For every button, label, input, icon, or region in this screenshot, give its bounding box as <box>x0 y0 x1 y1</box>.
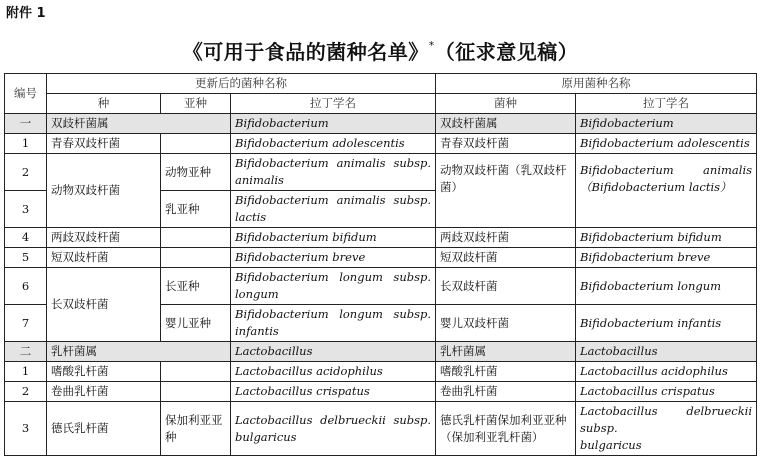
latin-name <box>231 154 436 191</box>
group-orig-name: 双歧杆菌属 <box>436 114 576 134</box>
original-latin-line-1: Bifidobacterium animalis <box>580 163 753 177</box>
group-orig-latin: Bifidobacterium <box>576 114 757 134</box>
subspecies-name: 长亚种 <box>161 268 231 305</box>
subspecies-name: 动物亚种 <box>161 154 231 191</box>
latin-name: Bifidobacterium adolescentis <box>231 134 436 154</box>
group-number: 一 <box>5 114 47 134</box>
original-name: 婴儿双歧杆菌 <box>436 305 576 342</box>
table-row <box>5 402 757 456</box>
latin-line-2: bulgaricus <box>235 429 297 444</box>
title-asterisk: * <box>428 39 435 53</box>
original-latin: Bifidobacterium adolescentis <box>576 134 757 154</box>
row-number: 3 <box>5 402 47 456</box>
header-row-2 <box>5 94 757 114</box>
header-updated-group: 更新后的菌种名称 <box>47 74 436 94</box>
group-row-bifidobacterium <box>5 114 757 134</box>
species-name: 两歧双歧杆菌 <box>47 228 161 248</box>
header-species: 种 <box>47 94 161 114</box>
group-orig-latin: Lactobacillus <box>576 342 757 362</box>
original-latin: Bifidobacterium breve <box>576 248 757 268</box>
group-latin: Bifidobacterium <box>231 114 436 134</box>
row-number: 2 <box>5 382 47 402</box>
latin-line-2: longum <box>235 287 279 301</box>
original-latin <box>576 154 757 228</box>
group-latin: Lactobacillus <box>231 342 436 362</box>
attachment-label: 附件 1 <box>6 6 46 21</box>
species-name: 卷曲乳杆菌 <box>47 382 161 402</box>
group-name: 双歧杆菌属 <box>47 114 231 134</box>
latin-name: Lactobacillus acidophilus <box>231 362 436 382</box>
header-latin-original: 拉丁学名 <box>576 94 757 114</box>
latin-line-1: Bifidobacterium longum subsp. <box>235 307 432 321</box>
row-number: 2 <box>5 154 47 191</box>
original-latin: Lactobacillus crispatus <box>576 382 757 402</box>
row-number: 7 <box>5 305 47 342</box>
header-original-species: 菌种 <box>436 94 576 114</box>
latin-name <box>231 305 436 342</box>
original-name: 短双歧杆菌 <box>436 248 576 268</box>
original-name: 动物双歧杆菌（乳双歧杆菌） <box>436 154 576 228</box>
header-latin-updated: 拉丁学名 <box>231 94 436 114</box>
species-name: 动物双歧杆菌 <box>47 154 161 228</box>
document-title <box>0 36 761 65</box>
species-name: 德氏乳杆菌 <box>47 402 161 456</box>
species-name: 短双歧杆菌 <box>47 248 161 268</box>
table-row <box>5 154 757 191</box>
group-name: 乳杆菌属 <box>47 342 231 362</box>
table-row <box>5 228 757 248</box>
latin-name: Bifidobacterium breve <box>231 248 436 268</box>
title-suffix: （征求意见稿） <box>434 40 579 64</box>
row-number: 5 <box>5 248 47 268</box>
latin-name <box>231 191 436 228</box>
table-row <box>5 248 757 268</box>
latin-line-1: Lactobacillus delbrueckii subsp. <box>235 412 432 427</box>
latin-line-1: Bifidobacterium longum subsp. <box>235 270 432 284</box>
species-name: 长双歧杆菌 <box>47 268 161 342</box>
species-name: 嗜酸乳杆菌 <box>47 362 161 382</box>
group-orig-name: 乳杆菌属 <box>436 342 576 362</box>
original-name: 嗜酸乳杆菌 <box>436 362 576 382</box>
subspecies-name: 保加利亚亚种 <box>161 402 231 456</box>
original-name: 德氏乳杆菌保加利亚亚种（保加利亚乳杆菌） <box>436 402 576 456</box>
strain-list-table <box>4 73 757 456</box>
subspecies-name: 婴儿亚种 <box>161 305 231 342</box>
original-latin-line-1: Lactobacillus delbrueckii subsp. <box>580 404 753 435</box>
table-row <box>5 134 757 154</box>
species-name: 青春双歧杆菌 <box>47 134 161 154</box>
original-latin-line-2: bulgaricus <box>580 438 642 452</box>
title-main: 《可用于食品的菌种名单》 <box>182 40 429 64</box>
original-name: 两歧双歧杆菌 <box>436 228 576 248</box>
table-row <box>5 382 757 402</box>
subspecies-name: 乳亚种 <box>161 191 231 228</box>
original-latin: Bifidobacterium longum <box>576 268 757 305</box>
header-original-group: 原用菌种名称 <box>436 74 757 94</box>
original-latin <box>576 402 757 456</box>
latin-name: Lactobacillus crispatus <box>231 382 436 402</box>
table-row <box>5 268 757 305</box>
group-number: 二 <box>5 342 47 362</box>
original-name: 青春双歧杆菌 <box>436 134 576 154</box>
row-number: 6 <box>5 268 47 305</box>
subspecies-name <box>161 228 231 248</box>
row-number: 1 <box>5 134 47 154</box>
latin-line-2: infantis <box>235 324 279 338</box>
original-latin: Bifidobacterium infantis <box>576 305 757 342</box>
header-row-1 <box>5 74 757 94</box>
original-latin-line-2: （Bifidobacterium lactis） <box>580 180 732 194</box>
original-latin: Bifidobacterium bifidum <box>576 228 757 248</box>
subspecies-name <box>161 362 231 382</box>
latin-line-1: Bifidobacterium animalis subsp. <box>235 193 432 207</box>
latin-name <box>231 402 436 456</box>
row-number: 4 <box>5 228 47 248</box>
latin-name <box>231 268 436 305</box>
table-row <box>5 362 757 382</box>
subspecies-name <box>161 382 231 402</box>
header-number: 编号 <box>5 74 47 114</box>
latin-line-2: lactis <box>235 210 267 224</box>
row-number: 3 <box>5 191 47 228</box>
original-latin: Lactobacillus acidophilus <box>576 362 757 382</box>
original-name: 卷曲乳杆菌 <box>436 382 576 402</box>
subspecies-name <box>161 248 231 268</box>
latin-line-1: Bifidobacterium animalis subsp. <box>235 156 432 170</box>
latin-line-2: animalis <box>235 173 284 187</box>
header-subspecies: 亚种 <box>161 94 231 114</box>
subspecies-name <box>161 134 231 154</box>
original-name: 长双歧杆菌 <box>436 268 576 305</box>
row-number: 1 <box>5 362 47 382</box>
group-row-lactobacillus <box>5 342 757 362</box>
latin-name: Bifidobacterium bifidum <box>231 228 436 248</box>
